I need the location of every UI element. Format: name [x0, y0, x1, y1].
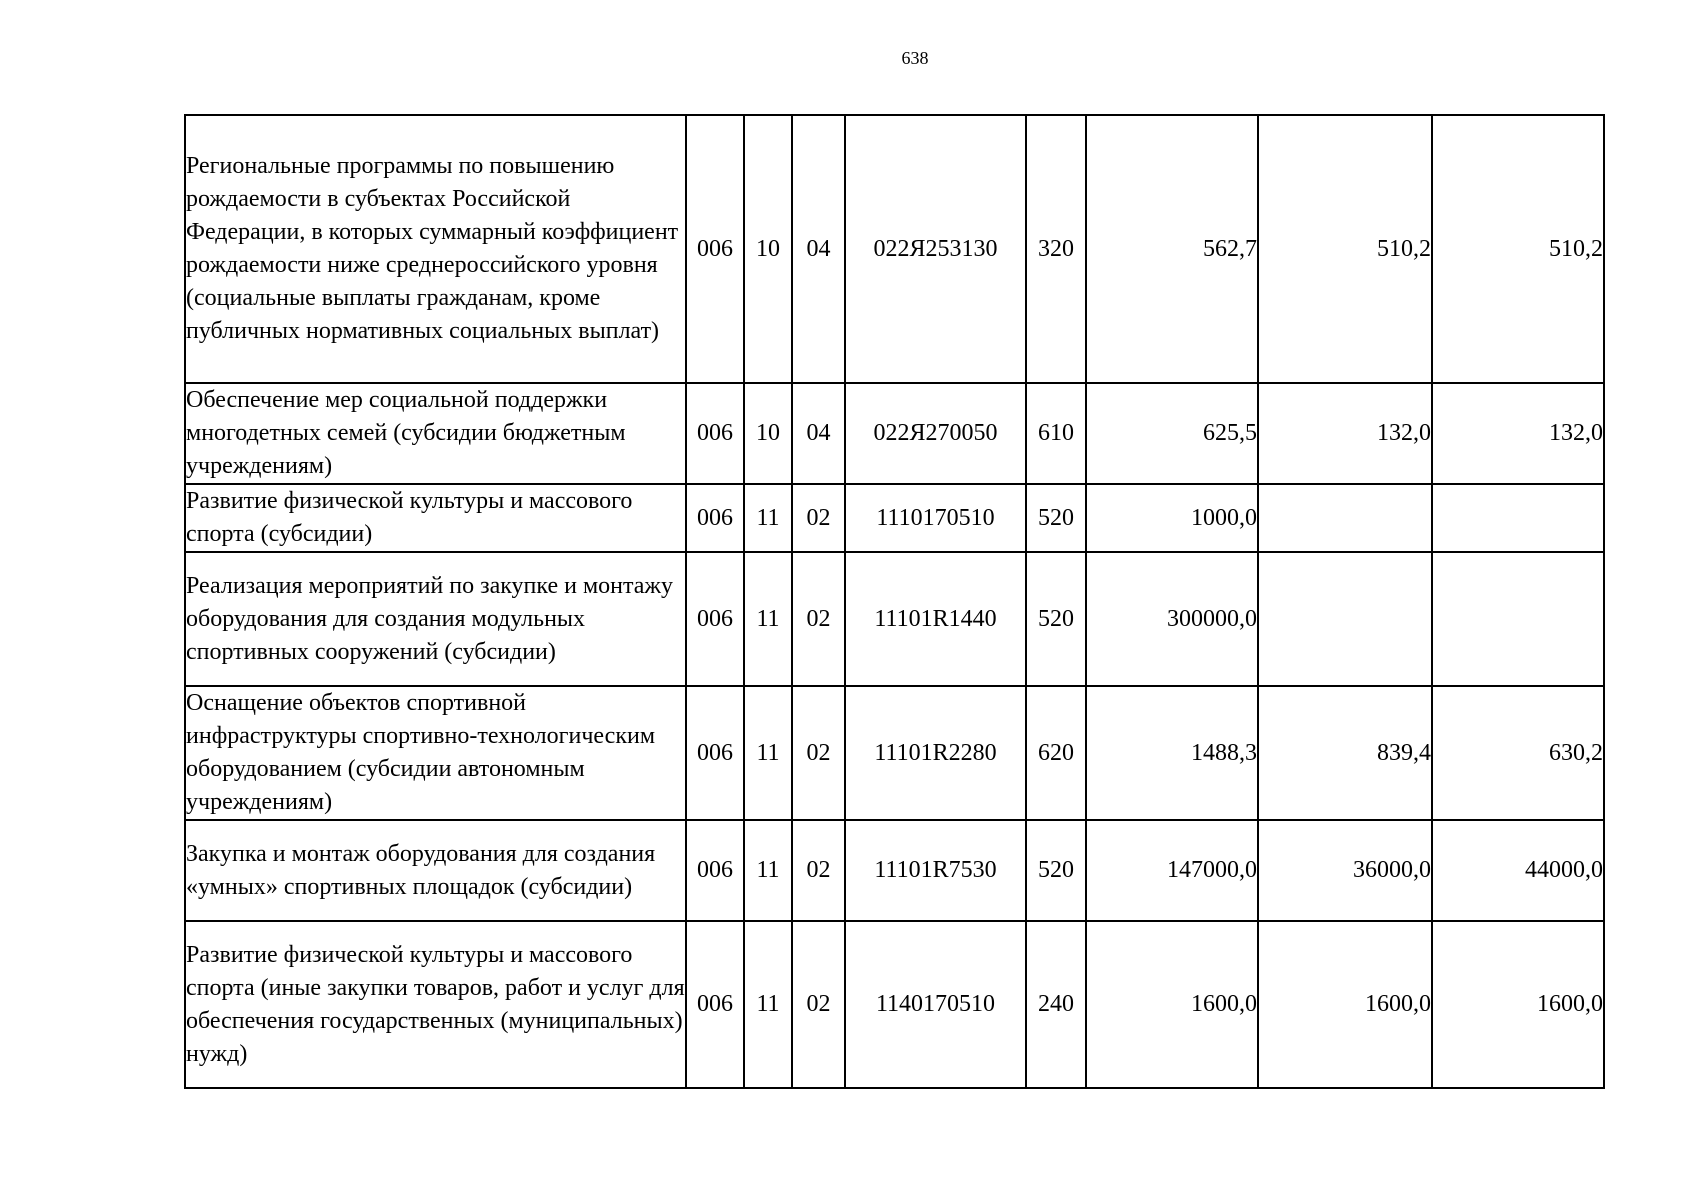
target-article-code: 11101R7530	[845, 820, 1026, 921]
subsection-code: 02	[792, 921, 845, 1088]
amount-3: 510,2	[1432, 115, 1604, 383]
subsection-code: 02	[792, 552, 845, 686]
amount-2	[1258, 484, 1432, 552]
ministry-code: 006	[686, 686, 744, 820]
ministry-code: 006	[686, 484, 744, 552]
amount-3: 1600,0	[1432, 921, 1604, 1088]
subsection-code: 04	[792, 115, 845, 383]
subsection-code: 04	[792, 383, 845, 484]
target-article-code: 022Я253130	[845, 115, 1026, 383]
section-code: 11	[744, 921, 792, 1088]
amount-2: 510,2	[1258, 115, 1432, 383]
ministry-code: 006	[686, 921, 744, 1088]
expense-type-code: 240	[1026, 921, 1086, 1088]
table-row	[185, 686, 1604, 820]
expense-type-code: 520	[1026, 552, 1086, 686]
target-article-code: 1110170510	[845, 484, 1026, 552]
row-description: Закупка и монтаж оборудования для создания «умных» спортивных площадок (субсидии)	[185, 820, 686, 921]
amount-1: 1600,0	[1086, 921, 1258, 1088]
section-code: 11	[744, 552, 792, 686]
target-article-code: 022Я270050	[845, 383, 1026, 484]
expense-type-code: 520	[1026, 820, 1086, 921]
table-row	[185, 921, 1604, 1088]
row-description: Развитие физической культуры и массового спорта (иные закупки товаров, работ и услуг для обеспечения государственных (муниципальных) нужд)	[185, 921, 686, 1088]
row-description: Региональные программы по повышению рождаемости в субъектах Российской Федерации, в которых суммарный коэффициент рождаемости ниже среднероссийского уровня (социальные выплаты гражданам, кроме публичных нормативных социальных выплат)	[185, 115, 686, 383]
target-article-code: 1140170510	[845, 921, 1026, 1088]
expense-type-code: 520	[1026, 484, 1086, 552]
amount-1: 625,5	[1086, 383, 1258, 484]
table-row	[185, 552, 1604, 686]
target-article-code: 11101R2280	[845, 686, 1026, 820]
amount-3: 630,2	[1432, 686, 1604, 820]
amount-1: 300000,0	[1086, 552, 1258, 686]
table-row	[185, 115, 1604, 383]
row-description: Оснащение объектов спортивной инфраструктуры спортивно-технологическим оборудованием (субсидии автономным учреждениям)	[185, 686, 686, 820]
amount-2: 1600,0	[1258, 921, 1432, 1088]
ministry-code: 006	[686, 820, 744, 921]
budget-table	[184, 114, 1605, 1089]
ministry-code: 006	[686, 383, 744, 484]
section-code: 11	[744, 484, 792, 552]
amount-3	[1432, 484, 1604, 552]
section-code: 11	[744, 820, 792, 921]
amount-2: 36000,0	[1258, 820, 1432, 921]
target-article-code: 11101R1440	[845, 552, 1026, 686]
row-description: Реализация мероприятий по закупке и монтажу оборудования для создания модульных спортивных сооружений (субсидии)	[185, 552, 686, 686]
amount-2	[1258, 552, 1432, 686]
page-number: 638	[901, 48, 929, 68]
section-code: 11	[744, 686, 792, 820]
ministry-code: 006	[686, 552, 744, 686]
amount-3	[1432, 552, 1604, 686]
subsection-code: 02	[792, 686, 845, 820]
subsection-code: 02	[792, 820, 845, 921]
section-code: 10	[744, 383, 792, 484]
row-description: Обеспечение мер социальной поддержки многодетных семей (субсидии бюджетным учреждениям)	[185, 383, 686, 484]
row-description: Развитие физической культуры и массового спорта (субсидии)	[185, 484, 686, 552]
table-row	[185, 484, 1604, 552]
expense-type-code: 620	[1026, 686, 1086, 820]
section-code: 10	[744, 115, 792, 383]
amount-3: 44000,0	[1432, 820, 1604, 921]
amount-2: 132,0	[1258, 383, 1432, 484]
amount-2: 839,4	[1258, 686, 1432, 820]
expense-type-code: 320	[1026, 115, 1086, 383]
expense-type-code: 610	[1026, 383, 1086, 484]
amount-1: 562,7	[1086, 115, 1258, 383]
amount-1: 147000,0	[1086, 820, 1258, 921]
table-row	[185, 383, 1604, 484]
amount-1: 1488,3	[1086, 686, 1258, 820]
subsection-code: 02	[792, 484, 845, 552]
amount-3: 132,0	[1432, 383, 1604, 484]
ministry-code: 006	[686, 115, 744, 383]
table-row	[185, 820, 1604, 921]
amount-1: 1000,0	[1086, 484, 1258, 552]
